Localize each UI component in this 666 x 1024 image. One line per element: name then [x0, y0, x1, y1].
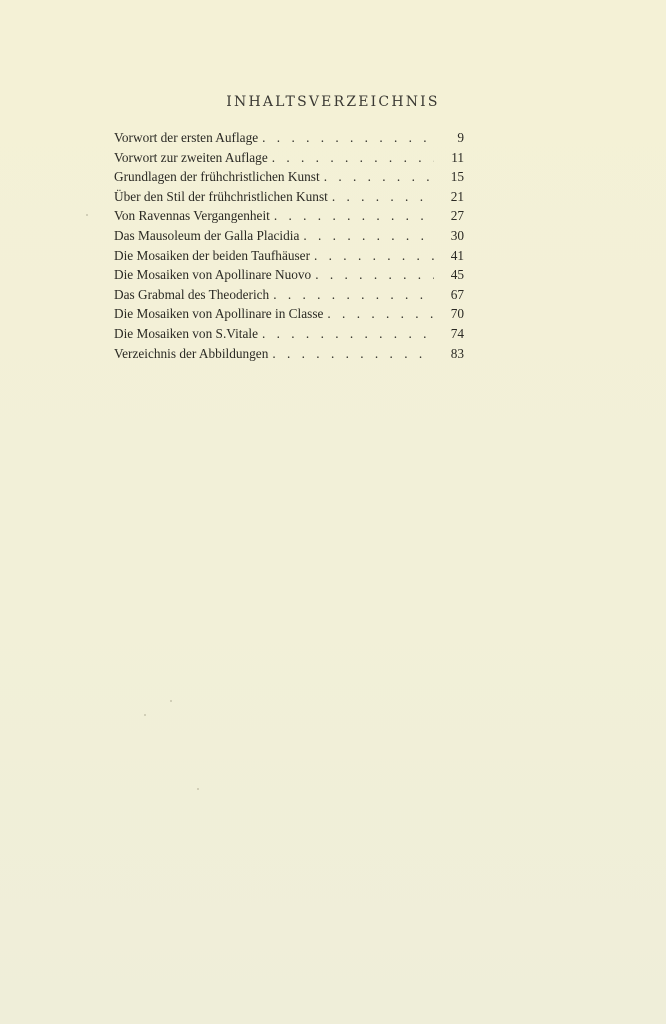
toc-entry-page: 83 — [450, 345, 464, 361]
paper-speck — [144, 714, 146, 716]
toc-entry — [114, 246, 464, 266]
toc-entry — [114, 324, 464, 344]
toc-entry-title: Von Ravennas Vergangenheit — [114, 208, 270, 224]
toc-entry-title: Vorwort zur zweiten Auflage — [114, 149, 268, 165]
dot-leader — [332, 187, 434, 207]
toc-entry-title: Das Mausoleum der Galla Placidia — [114, 227, 300, 243]
toc-entry-title: Die Mosaiken von S.Vitale — [114, 325, 258, 341]
paper-speck — [197, 788, 199, 790]
dot-leader — [324, 167, 434, 187]
toc-entry-title: Vorwort der ersten Auflage — [114, 130, 259, 145]
toc-entry-page: 74 — [450, 325, 464, 341]
toc-entry — [114, 187, 464, 207]
toc-entry-title: Grundlagen der frühchristlichen Kunst — [114, 169, 320, 185]
paper-speck — [86, 214, 88, 216]
page-title: INHALTSVERZEICHNIS — [226, 94, 440, 110]
toc-entry-title: Verzeichnis der Abbildungen — [114, 345, 269, 361]
toc-entry-page: 30 — [450, 227, 464, 243]
toc-entry-page: 41 — [450, 247, 464, 263]
toc-entry-page: 45 — [450, 267, 464, 283]
toc-entry-title: Das Grabmal des Theoderich — [114, 286, 270, 302]
toc-entry — [114, 344, 464, 364]
dot-leader — [314, 246, 434, 266]
toc-entry-title: Die Mosaiken von Apollinare in Classe — [114, 306, 324, 322]
toc-entry — [114, 167, 464, 187]
dot-leader — [315, 265, 434, 285]
dot-leader — [262, 324, 434, 344]
toc-entry-title: Über den Stil der frühchristlichen Kunst — [114, 188, 328, 204]
dot-leader — [272, 148, 434, 168]
toc-entry-page: 9 — [457, 130, 464, 145]
toc-entry — [114, 265, 464, 285]
table-of-contents — [114, 128, 464, 363]
toc-entry-page: 70 — [450, 306, 464, 322]
dot-leader — [273, 285, 434, 305]
toc-entry-page: 27 — [450, 208, 464, 224]
toc-entry-page: 15 — [450, 169, 464, 185]
dot-leader — [303, 226, 434, 246]
toc-entry — [114, 304, 464, 324]
dot-leader — [272, 344, 434, 364]
dot-leader — [274, 206, 434, 226]
toc-entry-page: 67 — [450, 286, 464, 302]
dot-leader — [327, 304, 434, 324]
toc-entry-title: Die Mosaiken von Apollinare Nuovo — [114, 267, 312, 283]
toc-entry — [114, 206, 464, 226]
dot-leader — [262, 128, 434, 148]
toc-entry-title: Die Mosaiken der beiden Taufhäuser — [114, 247, 310, 263]
toc-entry — [114, 285, 464, 305]
toc-entry-page: 21 — [450, 188, 464, 204]
paper-speck — [170, 700, 172, 702]
toc-entry-page: 11 — [451, 149, 464, 165]
toc-entry — [114, 148, 464, 168]
toc-entry — [114, 226, 464, 246]
toc-entry — [114, 128, 464, 148]
